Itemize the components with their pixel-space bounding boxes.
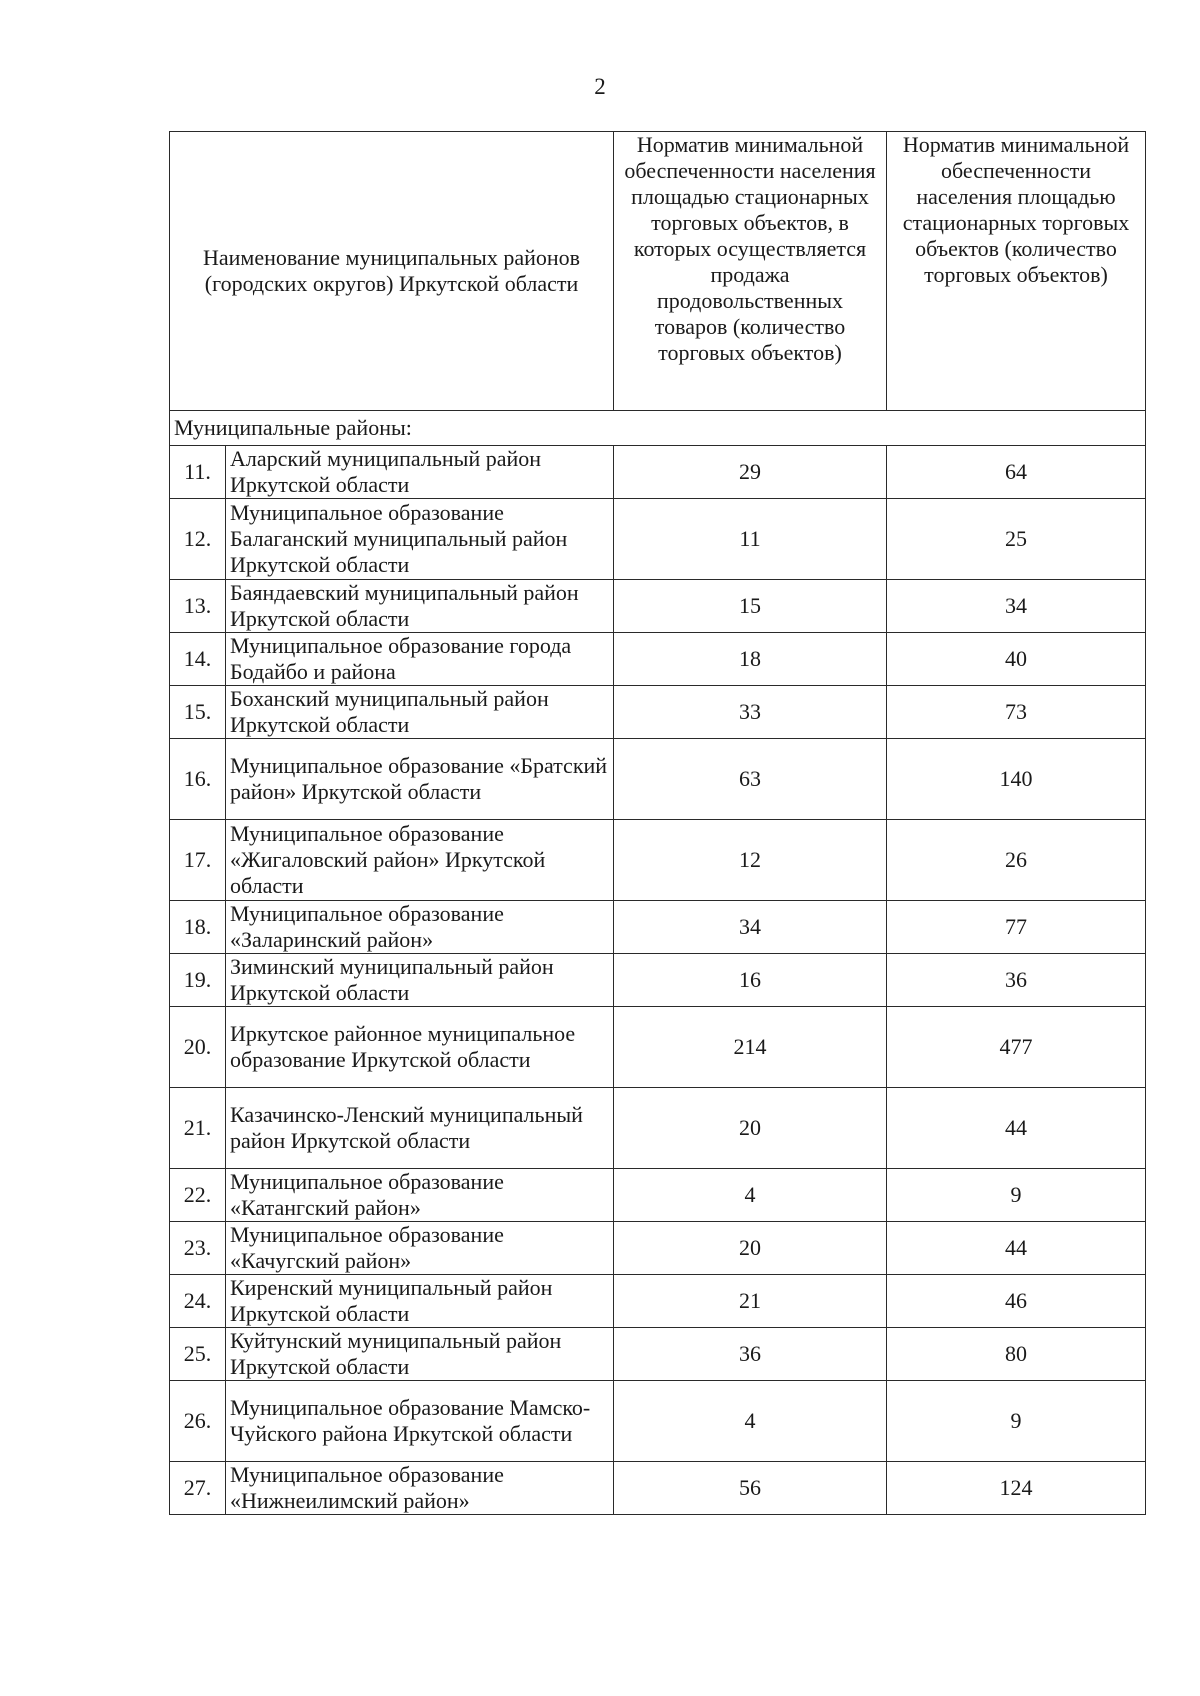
district-name: Аларский муниципальный район Иркутской области — [226, 446, 614, 499]
total-norm-value: 64 — [887, 446, 1146, 499]
district-name: Киренский муниципальный район Иркутской области — [226, 1275, 614, 1328]
district-name: Муниципальное образование «Качугский район» — [226, 1222, 614, 1275]
total-norm-value: 44 — [887, 1088, 1146, 1169]
table-row — [170, 954, 1146, 1007]
row-number: 16. — [170, 739, 226, 820]
district-name: Зиминский муниципальный район Иркутской области — [226, 954, 614, 1007]
district-name: Муниципальное образование «Катангский район» — [226, 1169, 614, 1222]
total-norm-value: 46 — [887, 1275, 1146, 1328]
food-norm-value: 4 — [614, 1381, 887, 1462]
row-number: 27. — [170, 1462, 226, 1515]
total-norm-value: 124 — [887, 1462, 1146, 1515]
row-number: 12. — [170, 499, 226, 580]
header-food-norm: Норматив минимальной обеспеченности населения площадью стационарных торговых объектов, в которых осуществляется продажа продовольственных товаров (количество торговых объектов) — [614, 132, 887, 411]
district-name: Муниципальное образование «Нижнеилимский район» — [226, 1462, 614, 1515]
food-norm-value: 63 — [614, 739, 887, 820]
table-row — [170, 739, 1146, 820]
food-norm-value: 214 — [614, 1007, 887, 1088]
row-number: 14. — [170, 633, 226, 686]
row-number: 15. — [170, 686, 226, 739]
food-norm-value: 12 — [614, 820, 887, 901]
total-norm-value: 80 — [887, 1328, 1146, 1381]
section-row — [170, 411, 1146, 446]
food-norm-value: 11 — [614, 499, 887, 580]
row-number: 23. — [170, 1222, 226, 1275]
district-name: Муниципальное образование Балаганский муниципальный район Иркутской области — [226, 499, 614, 580]
table-row — [170, 1007, 1146, 1088]
total-norm-value: 140 — [887, 739, 1146, 820]
district-name: Баяндаевский муниципальный район Иркутской области — [226, 580, 614, 633]
total-norm-value: 40 — [887, 633, 1146, 686]
table-row — [170, 499, 1146, 580]
total-norm-value: 9 — [887, 1381, 1146, 1462]
header-row — [170, 132, 1146, 411]
row-number: 25. — [170, 1328, 226, 1381]
food-norm-value: 16 — [614, 954, 887, 1007]
row-number: 26. — [170, 1381, 226, 1462]
table-row — [170, 1222, 1146, 1275]
district-name: Муниципальное образование «Братский район» Иркутской области — [226, 739, 614, 820]
food-norm-value: 20 — [614, 1222, 887, 1275]
district-name: Куйтунский муниципальный район Иркутской области — [226, 1328, 614, 1381]
total-norm-value: 44 — [887, 1222, 1146, 1275]
district-name: Казачинско-Ленский муниципальный район Иркутской области — [226, 1088, 614, 1169]
total-norm-value: 9 — [887, 1169, 1146, 1222]
table-row — [170, 686, 1146, 739]
food-norm-value: 4 — [614, 1169, 887, 1222]
table-row — [170, 633, 1146, 686]
table-row — [170, 1462, 1146, 1515]
section-title: Муниципальные районы: — [170, 411, 1146, 446]
total-norm-value: 73 — [887, 686, 1146, 739]
food-norm-value: 33 — [614, 686, 887, 739]
total-norm-value: 477 — [887, 1007, 1146, 1088]
district-name: Муниципальное образование Мамско-Чуйского района Иркутской области — [226, 1381, 614, 1462]
table-row — [170, 1169, 1146, 1222]
food-norm-value: 20 — [614, 1088, 887, 1169]
district-name: Иркутское районное муниципальное образование Иркутской области — [226, 1007, 614, 1088]
table-row — [170, 1088, 1146, 1169]
total-norm-value: 77 — [887, 901, 1146, 954]
food-norm-value: 36 — [614, 1328, 887, 1381]
total-norm-value: 36 — [887, 954, 1146, 1007]
page-number: 2 — [594, 74, 606, 99]
table-row — [170, 1275, 1146, 1328]
food-norm-value: 34 — [614, 901, 887, 954]
district-name: Муниципальное образование «Жигаловский район» Иркутской области — [226, 820, 614, 901]
food-norm-value: 18 — [614, 633, 887, 686]
table-row — [170, 1381, 1146, 1462]
food-norm-value: 21 — [614, 1275, 887, 1328]
food-norm-value: 56 — [614, 1462, 887, 1515]
row-number: 17. — [170, 820, 226, 901]
total-norm-value: 26 — [887, 820, 1146, 901]
food-norm-value: 29 — [614, 446, 887, 499]
row-number: 20. — [170, 1007, 226, 1088]
district-name: Муниципальное образование города Бодайбо и района — [226, 633, 614, 686]
table-row — [170, 580, 1146, 633]
row-number: 21. — [170, 1088, 226, 1169]
norms-table — [169, 131, 1146, 1515]
table-row — [170, 901, 1146, 954]
row-number: 24. — [170, 1275, 226, 1328]
table-row — [170, 1328, 1146, 1381]
food-norm-value: 15 — [614, 580, 887, 633]
total-norm-value: 34 — [887, 580, 1146, 633]
row-number: 18. — [170, 901, 226, 954]
table-row — [170, 820, 1146, 901]
district-name: Боханский муниципальный район Иркутской области — [226, 686, 614, 739]
row-number: 22. — [170, 1169, 226, 1222]
row-number: 11. — [170, 446, 226, 499]
row-number: 19. — [170, 954, 226, 1007]
district-name: Муниципальное образование «Заларинский район» — [226, 901, 614, 954]
row-number: 13. — [170, 580, 226, 633]
header-district-name: Наименование муниципальных районов (городских округов) Иркутской области — [170, 132, 614, 411]
total-norm-value: 25 — [887, 499, 1146, 580]
header-total-norm: Норматив минимальной обеспеченности населения площадью стационарных торговых объектов (количество торговых объектов) — [887, 132, 1146, 411]
table-row — [170, 446, 1146, 499]
